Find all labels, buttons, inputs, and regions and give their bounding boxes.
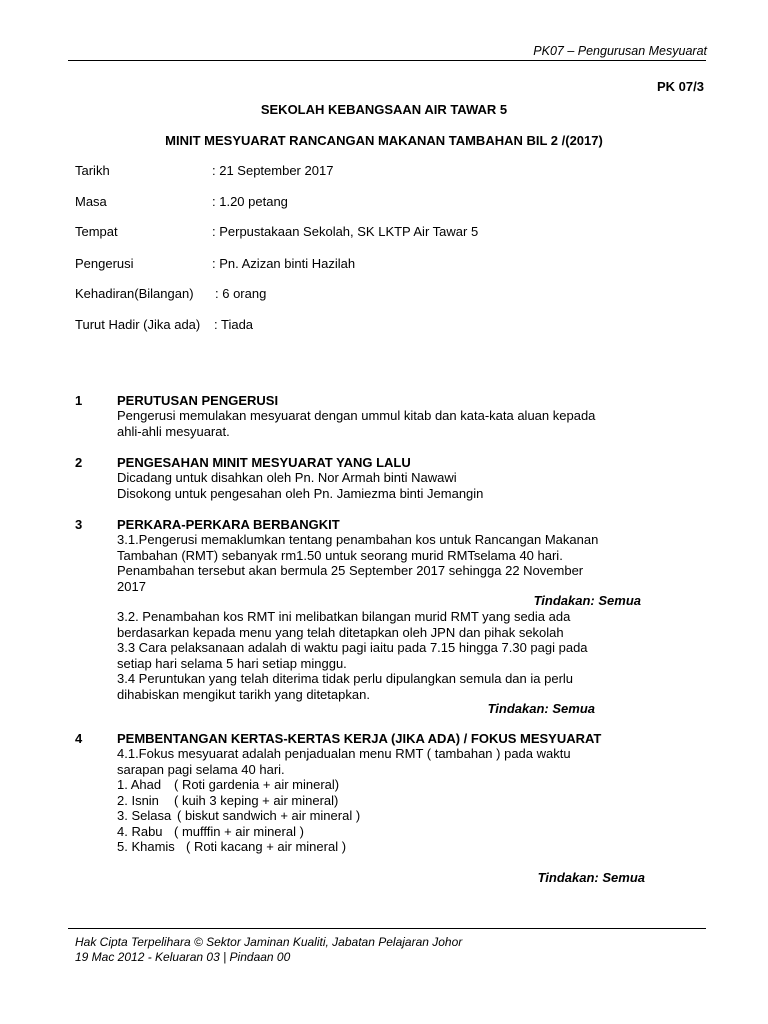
menu-item <box>117 793 360 809</box>
footer-copyright: Hak Cipta Terpelihara © Sektor Jaminan Kualiti, Jabatan Pelajaran Johor <box>75 935 463 949</box>
info-value: : 1.20 petang <box>212 194 288 209</box>
body-line: 3.4 Peruntukan yang telah diterima tidak perlu dipulangkan semula dan ia perlu <box>117 671 574 686</box>
body-line: Tambahan (RMT) sebanyak rm1.50 untuk seorang murid RMTselama 40 hari. <box>117 547 563 563</box>
menu-day: 2. Isnin <box>117 792 159 808</box>
body-line: 3.2. Penambahan kos RMT ini melibatkan bilangan murid RMT yang sedia ada <box>117 609 571 624</box>
document-code: PK07 – Pengurusan Mesyuarat <box>533 44 707 58</box>
footer-rule <box>68 928 706 929</box>
info-label: Tempat <box>75 224 118 239</box>
document-title: MINIT MESYUARAT RANCANGAN MAKANAN TAMBAHAN BIL 2 /(2017) <box>165 133 603 148</box>
section-title: PEMBENTANGAN KERTAS-KERTAS KERJA (JIKA ADA) / FOKUS MESYUARAT <box>117 731 602 746</box>
body-line: 3.1.Pengerusi memaklumkan tentang penambahan kos untuk Rancangan Makanan <box>117 532 599 547</box>
school-name: SEKOLAH KEBANGSAAN AIR TAWAR 5 <box>260 102 508 117</box>
body-line: ahli-ahli mesyuarat. <box>117 423 230 439</box>
body-line: 2017 <box>117 578 146 594</box>
info-value: : 21 September 2017 <box>212 163 334 178</box>
info-label: Tarikh <box>75 163 110 178</box>
info-value: : Tiada <box>214 317 254 332</box>
info-label: Turut Hadir (Jika ada) <box>75 317 201 332</box>
header-rule <box>68 60 706 61</box>
action-label: Tindakan: Semua <box>533 593 641 608</box>
menu-item <box>117 839 360 855</box>
body-line: 3.3 Cara pelaksanaan adalah di waktu pagi iaitu pada 7.15 hingga 7.30 pagi pada <box>117 640 588 655</box>
footer-version: 19 Mac 2012 - Keluaran 03 | Pindaan 00 <box>75 950 291 964</box>
info-value: : Perpustakaan Sekolah, SK LKTP Air Tawar 5 <box>212 224 479 239</box>
menu-day: 5. Khamis <box>117 839 175 854</box>
action-label: Tindakan: Semua <box>537 870 645 885</box>
info-value: : 6 orang <box>215 286 267 301</box>
menu-food: ( biskut sandwich + air mineral ) <box>177 808 361 823</box>
section-number: 1 <box>75 393 83 408</box>
menu-day: 1. Ahad <box>117 777 162 792</box>
section-title: PERUTUSAN PENGERUSI <box>117 393 279 408</box>
menu-day: 3. Selasa <box>117 808 172 823</box>
body-line: Disokong untuk pengesahan oleh Pn. Jamiezma binti Jemangin <box>117 485 484 501</box>
body-line: Pengerusi memulakan mesyuarat dengan ummul kitab dan kata-kata aluan kepada <box>117 408 596 423</box>
body-line: Penambahan tersebut akan bermula 25 September 2017 sehingga 22 November <box>117 563 584 578</box>
info-label: Masa <box>75 194 107 209</box>
menu-list <box>117 777 360 855</box>
body-line: sarapan pagi selama 40 hari. <box>117 761 285 777</box>
action-label: Tindakan: Semua <box>487 701 595 716</box>
menu-food: ( Roti gardenia + air mineral) <box>174 777 340 792</box>
body-line: setiap hari selama 5 hari setiap minggu. <box>117 655 347 671</box>
menu-food: ( Roti kacang + air mineral ) <box>186 839 347 854</box>
section-body <box>117 609 588 702</box>
section-body <box>117 470 483 501</box>
body-line: berdasarkan kepada menu yang telah ditetapkan oleh JPN dan pihak sekolah <box>117 624 564 640</box>
section-body <box>117 746 571 777</box>
body-line: 4.1.Fokus mesyuarat adalah penjadualan menu RMT ( tambahan ) pada waktu <box>117 746 571 761</box>
section-body <box>117 532 598 594</box>
menu-item <box>117 824 360 840</box>
info-value: : Pn. Azizan binti Hazilah <box>212 256 356 271</box>
menu-day: 4. Rabu <box>117 823 163 839</box>
info-label: Pengerusi <box>75 256 134 271</box>
info-label: Kehadiran(Bilangan) <box>75 286 194 301</box>
section-number: 3 <box>75 517 83 532</box>
menu-food: ( kuih 3 keping + air mineral) <box>174 792 339 808</box>
section-title: PENGESAHAN MINIT MESYUARAT YANG LALU <box>117 455 411 470</box>
menu-food: ( mufffin + air mineral ) <box>174 823 304 839</box>
body-line: dihabiskan mengikut tarikh yang ditetapkan. <box>117 686 370 702</box>
section-body <box>117 408 595 439</box>
section-number: 4 <box>75 731 83 746</box>
menu-item <box>117 777 360 793</box>
form-number: PK 07/3 <box>657 79 704 94</box>
section-number: 2 <box>75 455 83 470</box>
section-title: PERKARA-PERKARA BERBANGKIT <box>117 517 340 532</box>
menu-item <box>117 808 360 824</box>
body-line: Dicadang untuk disahkan oleh Pn. Nor Armah binti Nawawi <box>117 470 457 485</box>
